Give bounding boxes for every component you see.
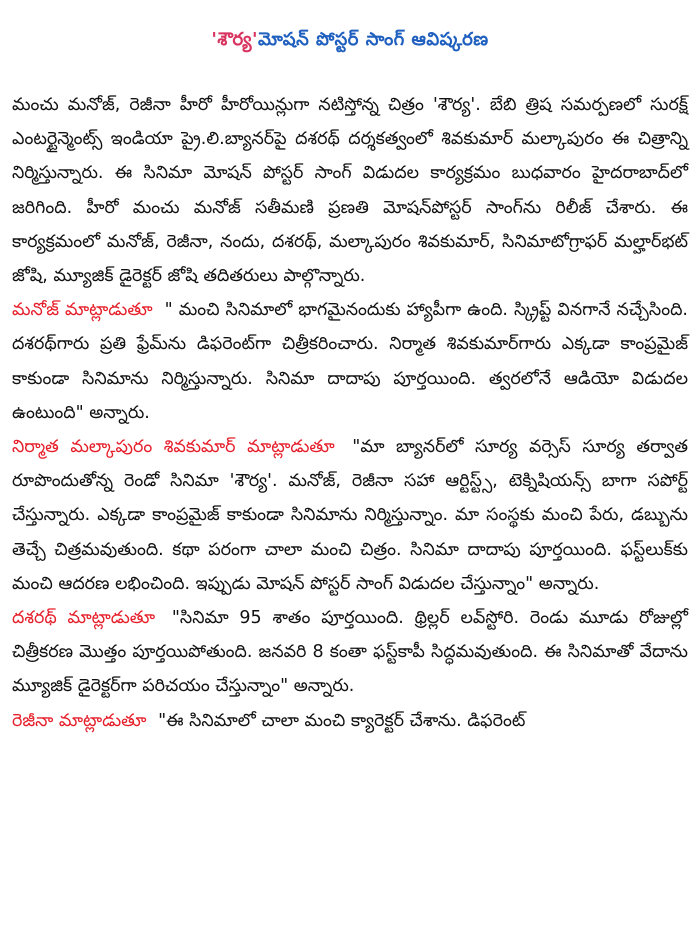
regina-speaker-lead: రెజీనా మాట్లాడుతూ <box>12 710 147 731</box>
article-body <box>12 88 688 738</box>
director-quote-text: "సినిమా 95 శాతం పూర్తయింది. థ్రిల్లర్ లవ్‌స్టోరి. రెండు మూడు రోజుల్లో చిత్రీకరణ మొత్తం పూర్తయిపోతుంది. జనవరి 8 కంతా ఫస్ట్‌కాపీ సిద్ధమవుతుంది. ఈ సినిమాతో వేదాను మ్యూజిక్ డైరెక్టర్‌గా పరిచయం చేస్తున్నాం" అన్నారు. <box>12 608 688 697</box>
manoj-quote-text: " మంచి సినిమాలో భాగమైనందుకు హ్యాపీగా ఉంది. స్క్రిప్ట్ వినగానే నచ్చేసింది. దశరథ్‌గారు ప్రతి ఫ్రేమ్‌ను డిఫరెంట్‌గా చిత్రీకరించారు. నిర్మాత శివకుమార్‌గారు ఎక్కడా కాంప్రమైజ్ కాకుండా సినిమాను నిర్మిస్తున్నారు. సినిమా దాదాపు పూర్తయింది. త్వరలోనే ఆడియో విడుదల ఉంటుంది" అన్నారు. <box>12 300 688 423</box>
manoj-quote-paragraph <box>12 293 688 430</box>
director-speaker-lead: దశరథ్ మాట్లాడుతూ <box>12 608 156 629</box>
headline <box>0 0 700 82</box>
producer-speaker-lead: నిర్మాత మల్కాపురం శివకుమార్ మాట్లాడుతూ <box>12 437 335 458</box>
headline-text: మోషన్ పోస్టర్ సాంగ్ ఆవిష్కరణ <box>257 28 489 50</box>
manoj-speaker-lead: మనోజ్ మాట్లాడుతూ <box>12 300 153 321</box>
regina-quote-paragraph <box>12 704 688 738</box>
intro-text: మంచు మనోజ్, రెజీనా హీరో హీరోయిన్లుగా నటిస్తోన్న చిత్రం 'శౌర్య'. బేబి త్రిష సమర్పణలో సురక్ష్ ఎంటర్టైన్మెంట్స్ ఇండియా ప్రై.లి.బ్యానర్‌పై దశరథ్ దర్శకత్వంలో శివకుమార్ మల్కాపురం ఈ చిత్రాన్ని నిర్మిస్తున్నారు. ఈ సినిమా మోషన్ పోస్టర్ సాంగ్ విడుదల కార్యక్రమం బుధవారం హైదరాబాద్‌లో జరిగింది. హీరో మంచు మనోజ్ సతీమణి ప్రణతి మోషన్‌పోస్టర్ సాంగ్‌ను రిలీజ్ చేశారు. ఈ కార్యక్రమంలో మనోజ్, రెజీనా, నందు, దశరథ్, మల్కాపురం శివకుమార్, సినిమాటోగ్రాఫర్ మల్హార్‌భట్ జోషి, మ్యూజిక్ డైరెక్టర్ జోషి తదితరులు పాల్గొన్నారు. <box>12 95 688 287</box>
director-quote-paragraph <box>12 601 688 704</box>
headline-film-title: 'శౌర్య' <box>211 28 258 50</box>
regina-quote-text: "ఈ సినిమాలో చాలా మంచి క్యారెక్టర్ చేశాను. డిఫరెంట్ <box>158 710 526 731</box>
producer-quote-text: "మా బ్యానర్‌లో సూర్య వర్సెస్ సూర్య తర్వాత రూపొందుతోన్న రెండో సినిమా 'శౌర్య'. మనోజ్, రెజీనా సహా ఆర్టిస్ట్స్, టెక్నిషియన్స్ బాగా సపోర్ట్ చేస్తున్నారు. ఎక్కడా కాంప్రమైజ్ కాకుండా సినిమాను నిర్మిస్తున్నాం. మా సంస్థకు మంచి పేరు, డబ్బును తెచ్చే చిత్రమవుతుంది. కథా పరంగా చాలా మంచి చిత్రం. సినిమా దాదాపు పూర్తయింది. ఫస్ట్‌లుక్‌కు మంచి ఆదరణ లభించింది. ఇప్పుడు మోషన్ పోస్టర్ సాంగ్ విడుదల చేస్తున్నాం" అన్నారు. <box>12 437 688 594</box>
producer-quote-paragraph <box>12 430 688 601</box>
intro-paragraph <box>12 88 688 293</box>
